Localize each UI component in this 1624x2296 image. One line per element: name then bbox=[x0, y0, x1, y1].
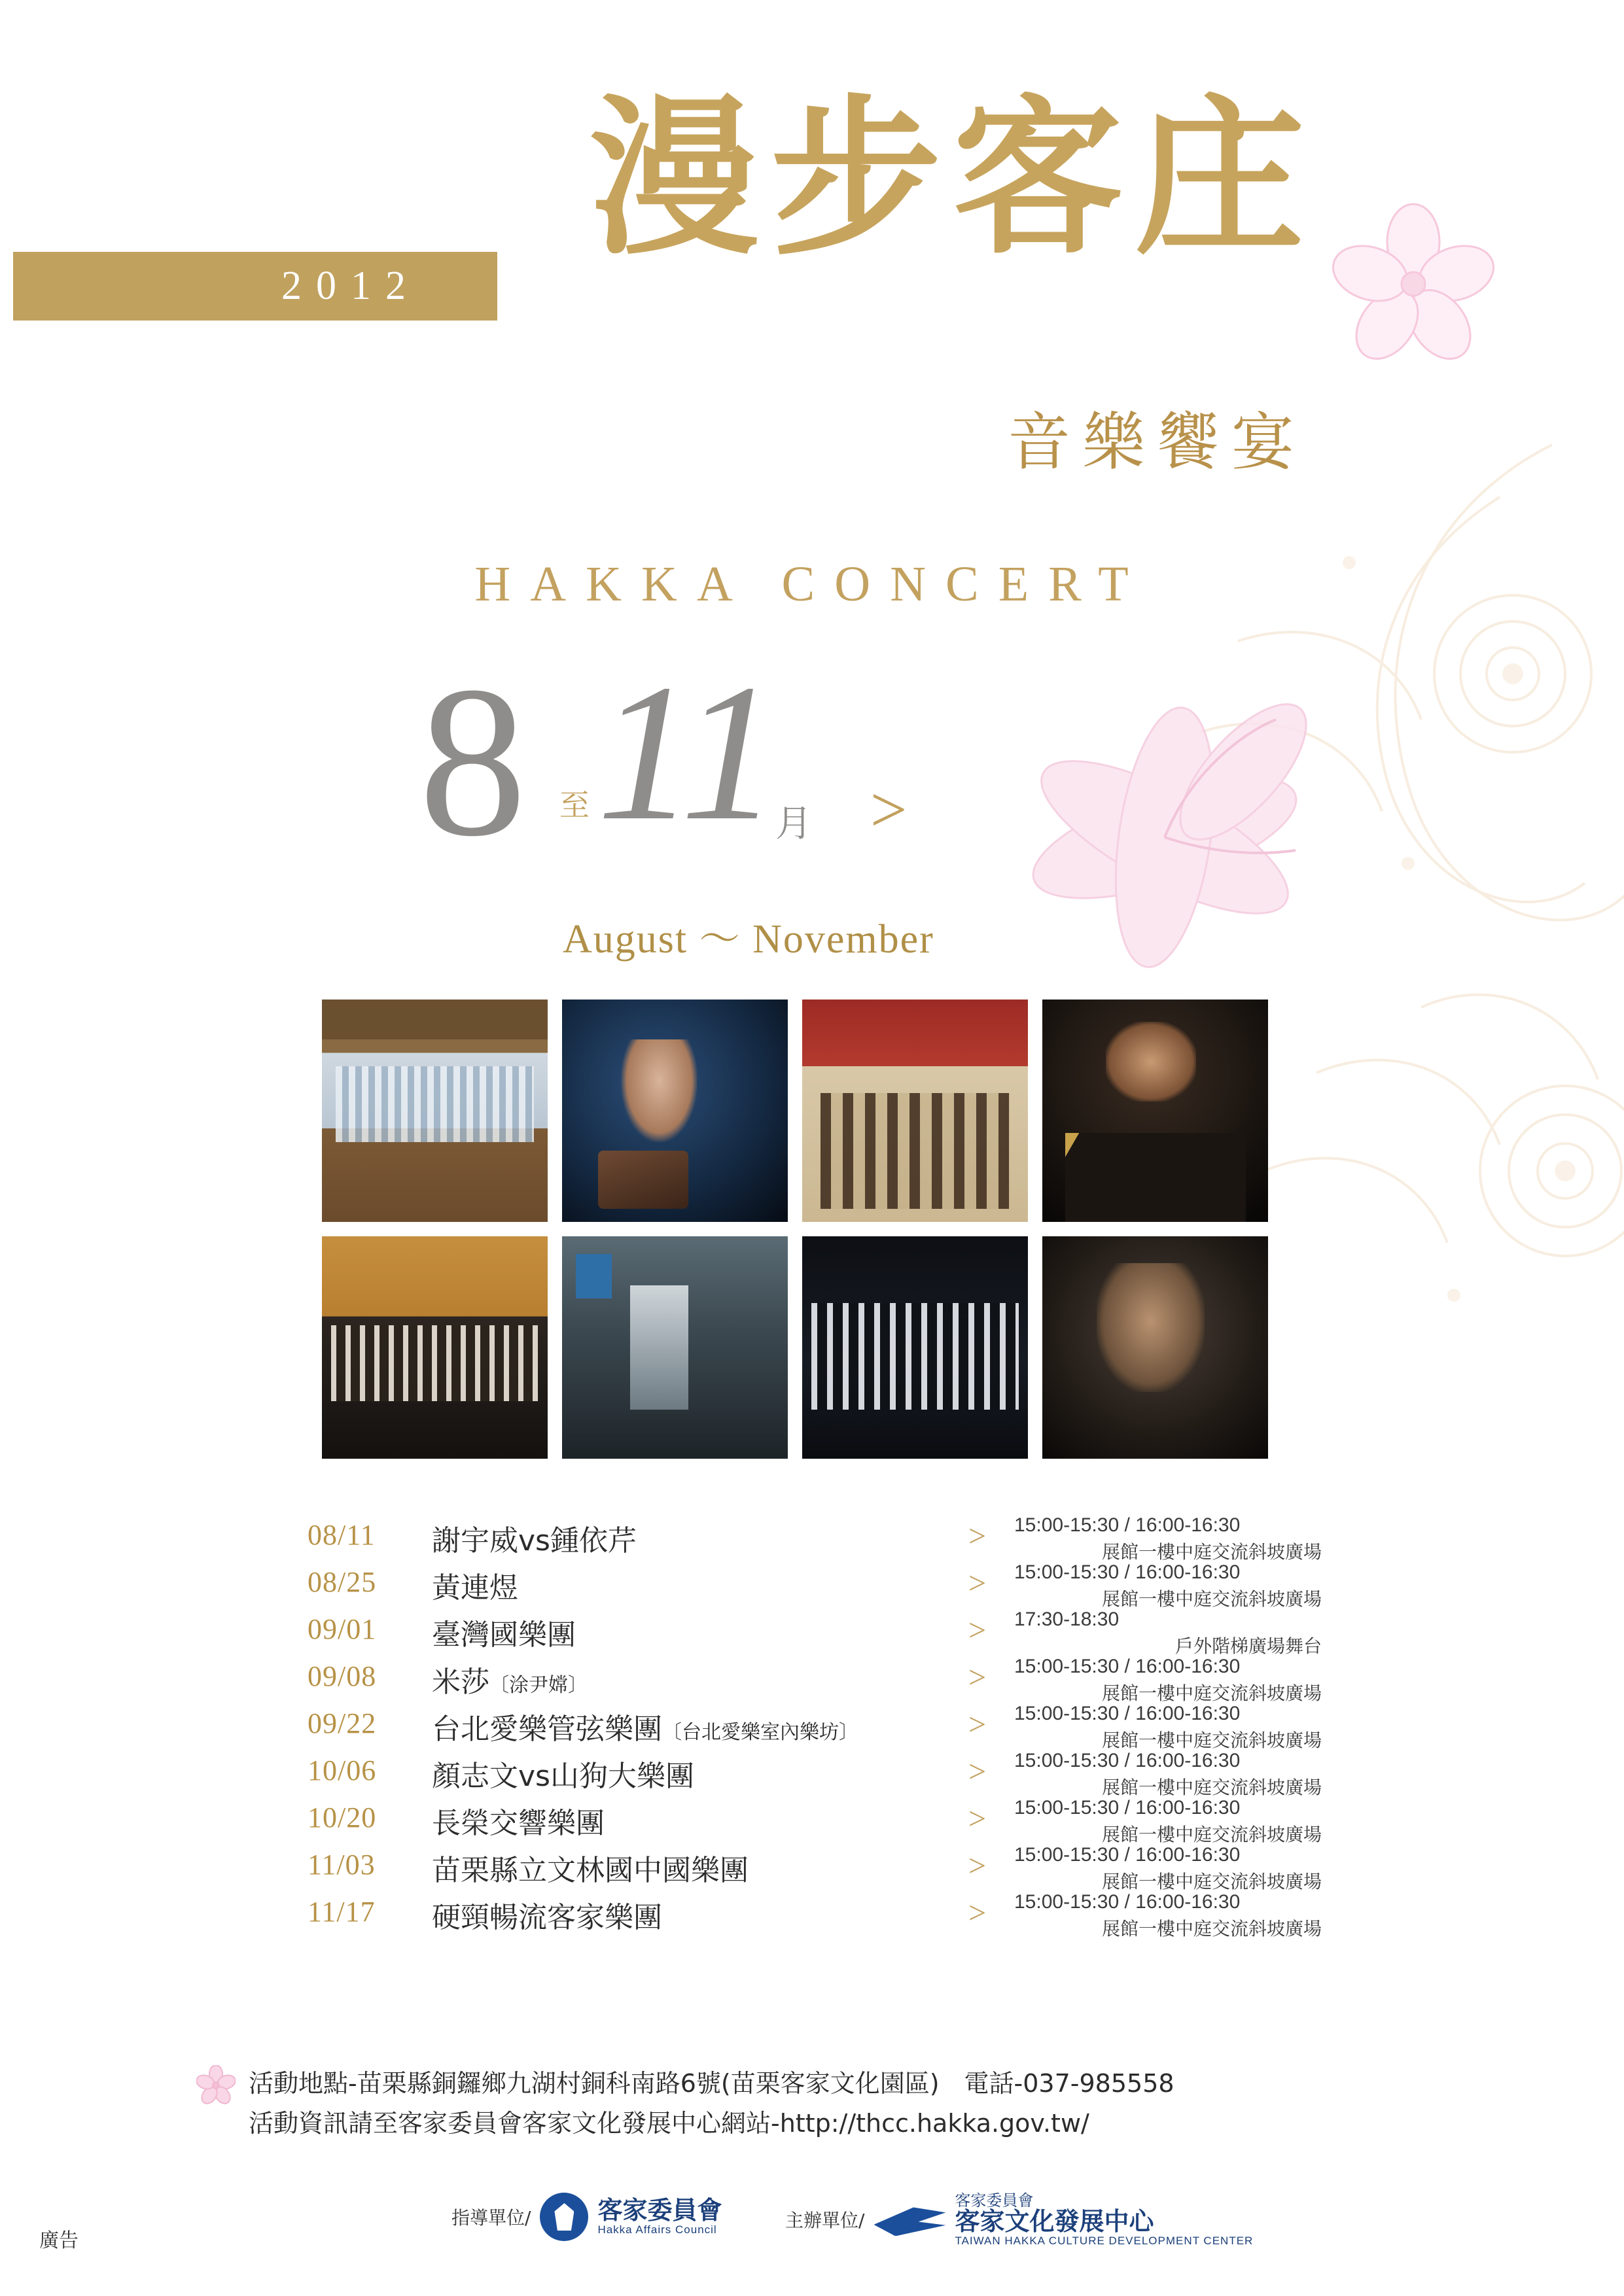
schedule-date: 10/20 bbox=[308, 1801, 377, 1834]
date-start-month: 8 bbox=[419, 642, 527, 881]
schedule-row bbox=[308, 1703, 1354, 1750]
chevron-right-icon: > bbox=[968, 1519, 987, 1554]
footer-venue-line: 活動地點-苗栗縣銅鑼鄉九湖村銅科南路6號(苗栗客家文化園區) 電話-037-985558 bbox=[249, 2069, 1174, 2098]
photo-choir-on-stage bbox=[322, 1000, 548, 1222]
schedule-date: 09/22 bbox=[308, 1707, 377, 1739]
schedule-venue: 戶外階梯廣場舞台 bbox=[1174, 1635, 1322, 1657]
schedule-time: 17:30-18:30 bbox=[1014, 1609, 1120, 1630]
schedule-date: 10/06 bbox=[308, 1754, 377, 1786]
host-organization bbox=[785, 2193, 1253, 2247]
page-subtitle: 音樂饗宴 bbox=[1008, 406, 1306, 479]
guide-prefix-label: 指導單位/ bbox=[451, 2207, 531, 2229]
photo-chamber-orchestra bbox=[802, 1236, 1028, 1459]
schedule-row bbox=[308, 1891, 1354, 1938]
schedule-row bbox=[308, 1656, 1354, 1703]
photo-traditional-ensemble bbox=[802, 1000, 1028, 1222]
hakka-culture-development-center-logo-icon bbox=[874, 2195, 945, 2244]
date-range-english: August ～ November bbox=[563, 917, 934, 962]
schedule-performer-name: 顏志文vs山狗大樂團 bbox=[432, 1760, 694, 1793]
photo-gallery bbox=[322, 1000, 1303, 1459]
schedule-performer bbox=[432, 1847, 749, 1888]
footer-info bbox=[196, 2064, 1439, 2144]
schedule-row bbox=[308, 1609, 1354, 1656]
chevron-right-icon: > bbox=[968, 1707, 987, 1742]
schedule-performer-name: 硬頸暢流客家樂團 bbox=[432, 1901, 662, 1934]
schedule-time: 15:00-15:30 / 16:00-16:30 bbox=[1014, 1844, 1241, 1866]
schedule-performer-note: 〔涂尹嫦〕 bbox=[489, 1674, 588, 1697]
date-range-separator: 至 bbox=[559, 788, 590, 823]
host-prefix-label: 主辦單位/ bbox=[785, 2210, 865, 2232]
chevron-right-icon: > bbox=[968, 1849, 987, 1883]
schedule-performer-note: 〔台北愛樂室內樂坊〕 bbox=[662, 1721, 858, 1744]
year-label: 2012 bbox=[281, 264, 420, 308]
latin-title: HAKKA CONCERT bbox=[474, 557, 1148, 612]
host-org-name-cn: 客家文化發展中心 bbox=[955, 2207, 1154, 2236]
chevron-right-icon: > bbox=[968, 1613, 987, 1648]
ad-label: 廣告 bbox=[39, 2229, 79, 2252]
schedule-venue: 展館一樓中庭交流斜坡廣場 bbox=[1101, 1588, 1322, 1610]
guide-org-name-en: Hakka Affairs Council bbox=[597, 2223, 717, 2236]
schedule-venue: 展館一樓中庭交流斜坡廣場 bbox=[1101, 1871, 1322, 1892]
schedule-date: 09/01 bbox=[308, 1613, 377, 1645]
schedule-performer bbox=[432, 1658, 588, 1700]
photo-male-singer-guitar bbox=[1042, 1000, 1268, 1222]
schedule-row bbox=[308, 1514, 1354, 1561]
schedule-performer bbox=[432, 1611, 576, 1653]
schedule-performer-name: 謝宇威vs鍾依芹 bbox=[432, 1524, 637, 1557]
schedule-date: 08/11 bbox=[308, 1519, 376, 1551]
schedule-time: 15:00-15:30 / 16:00-16:30 bbox=[1014, 1561, 1241, 1583]
date-month-unit: 月 bbox=[775, 803, 812, 845]
schedule-time: 15:00-15:30 / 16:00-16:30 bbox=[1014, 1891, 1241, 1913]
schedule-performer-name: 長榮交響樂團 bbox=[432, 1807, 605, 1840]
date-end-month: 11 bbox=[597, 644, 779, 861]
schedule-performer-name: 臺灣國樂團 bbox=[432, 1618, 576, 1652]
schedule-time: 15:00-15:30 / 16:00-16:30 bbox=[1014, 1514, 1241, 1536]
chevron-right-icon: > bbox=[968, 1566, 987, 1601]
schedule-performer bbox=[432, 1564, 518, 1606]
schedule-venue: 展館一樓中庭交流斜坡廣場 bbox=[1101, 1730, 1322, 1751]
sakura-bullet-icon bbox=[196, 2065, 236, 2104]
date-range-block bbox=[419, 642, 1008, 881]
host-org-name-en: TAIWAN HAKKA CULTURE DEVELOPMENT CENTER bbox=[955, 2235, 1254, 2248]
schedule-venue: 展館一樓中庭交流斜坡廣場 bbox=[1101, 1918, 1322, 1939]
schedule-row bbox=[308, 1561, 1354, 1609]
schedule-time: 15:00-15:30 / 16:00-16:30 bbox=[1014, 1750, 1241, 1771]
schedule-time: 15:00-15:30 / 16:00-16:30 bbox=[1014, 1703, 1241, 1724]
schedule-row bbox=[308, 1750, 1354, 1797]
schedule-venue: 展館一樓中庭交流斜坡廣場 bbox=[1101, 1777, 1322, 1798]
guide-organization bbox=[451, 2193, 722, 2241]
chevron-right-icon: > bbox=[968, 1754, 987, 1789]
page-title: 漫步客庄 bbox=[589, 78, 1316, 278]
schedule-date: 11/17 bbox=[308, 1896, 376, 1928]
chevron-right-icon: > bbox=[968, 1896, 987, 1930]
photo-orchestra-strings bbox=[322, 1236, 548, 1459]
schedule-performer-name: 黃連煜 bbox=[432, 1571, 518, 1605]
chevron-right-icon: > bbox=[968, 1801, 987, 1836]
schedule-performer bbox=[432, 1752, 694, 1794]
schedule-time: 15:00-15:30 / 16:00-16:30 bbox=[1014, 1656, 1241, 1677]
guide-org-name-cn: 客家委員會 bbox=[597, 2196, 722, 2225]
schedule-performer bbox=[432, 1705, 858, 1747]
schedule-performer-name: 米莎 bbox=[432, 1665, 489, 1699]
chevron-right-icon: > bbox=[870, 773, 908, 846]
schedule-venue: 展館一樓中庭交流斜坡廣場 bbox=[1101, 1682, 1322, 1704]
footer-website-line[interactable]: 活動資訊請至客家委員會客家文化發展中心網站-http://thcc.hakka.gov.tw/ bbox=[249, 2108, 1089, 2138]
schedule-date: 08/25 bbox=[308, 1566, 377, 1598]
schedule-time: 15:00-15:30 / 16:00-16:30 bbox=[1014, 1797, 1241, 1818]
photo-band-outdoor-night bbox=[562, 1236, 788, 1459]
schedule-performer-name: 苗栗縣立文林國中國樂團 bbox=[432, 1854, 749, 1887]
guide-logo-text bbox=[597, 2198, 722, 2236]
hakka-affairs-council-logo-icon bbox=[540, 2193, 588, 2241]
schedule-row bbox=[308, 1844, 1354, 1891]
host-org-parent-cn: 客家委員會 bbox=[955, 2191, 1034, 2210]
host-logo-text bbox=[955, 2193, 1253, 2247]
chevron-right-icon: > bbox=[968, 1660, 987, 1695]
schedule-performer-name: 台北愛樂管弦樂團 bbox=[432, 1713, 662, 1746]
schedule-list bbox=[308, 1514, 1354, 1938]
photo-female-singer-drum bbox=[562, 1000, 788, 1222]
photo-singer-portrait bbox=[1042, 1236, 1268, 1459]
schedule-performer bbox=[432, 1894, 662, 1936]
schedule-row bbox=[308, 1797, 1354, 1844]
schedule-date: 11/03 bbox=[308, 1849, 376, 1881]
schedule-venue: 展館一樓中庭交流斜坡廣場 bbox=[1101, 1541, 1322, 1563]
schedule-date: 09/08 bbox=[308, 1660, 377, 1692]
schedule-venue: 展館一樓中庭交流斜坡廣場 bbox=[1101, 1824, 1322, 1845]
schedule-performer bbox=[432, 1800, 605, 1841]
lily-flower-icon bbox=[968, 641, 1426, 1047]
schedule-performer bbox=[432, 1517, 637, 1559]
